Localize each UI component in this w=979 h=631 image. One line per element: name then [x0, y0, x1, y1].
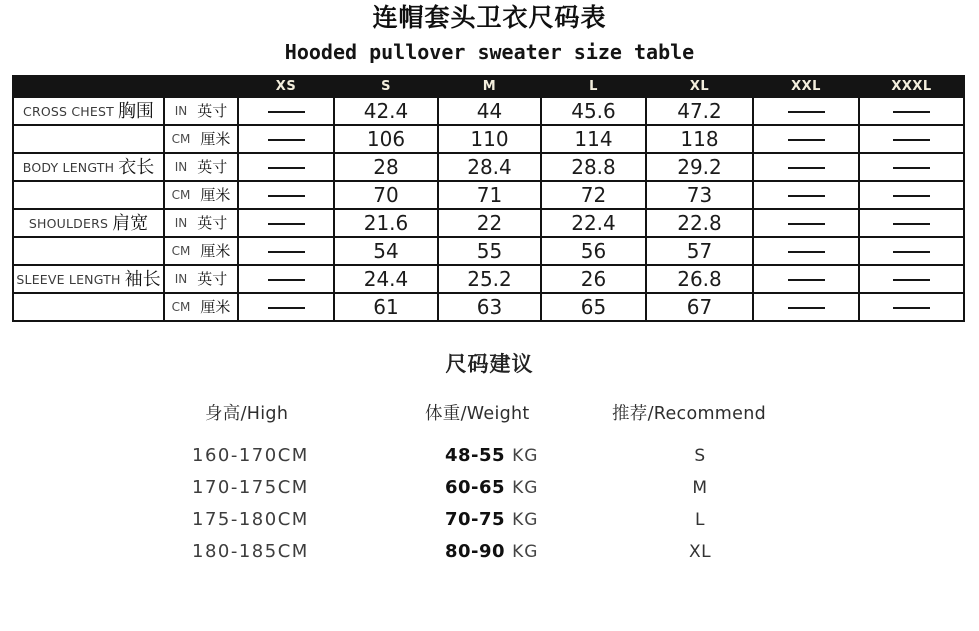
unit-cell [164, 209, 238, 237]
measure-label-cell [13, 125, 164, 153]
measure-label-cell [13, 265, 164, 293]
size-value-cell [541, 293, 646, 321]
empty-dash [893, 307, 930, 309]
size-value-cell [238, 265, 334, 293]
empty-dash [893, 279, 930, 281]
unit-zh: 英寸 [197, 214, 228, 232]
size-value: 22.8 [677, 210, 722, 235]
size-col-header [334, 76, 438, 97]
size-table-row [13, 293, 964, 321]
unit-zh: 厘米 [200, 186, 231, 204]
empty-dash [893, 195, 930, 197]
unit-en: IN [174, 216, 188, 230]
weight-unit: KG [512, 542, 539, 562]
empty-dash [268, 195, 305, 197]
size-value-cell [238, 97, 334, 125]
size-value: 54 [373, 238, 399, 263]
empty-dash [268, 111, 305, 113]
size-value-cell [646, 181, 753, 209]
size-value: 28.8 [571, 154, 616, 179]
empty-dash [893, 111, 930, 113]
size-value-cell [238, 209, 334, 237]
size-value-cell [859, 237, 964, 265]
size-value: 28.4 [467, 154, 512, 179]
empty-dash [268, 279, 305, 281]
size-value: 45.6 [571, 98, 616, 123]
size-value-cell [753, 125, 859, 153]
size-value-cell [438, 125, 541, 153]
size-col-label: L [589, 79, 598, 94]
size-col-label: XS [275, 79, 297, 94]
size-col-label: XXXL [891, 79, 932, 94]
size-value-cell [238, 181, 334, 209]
measure-label-cell [13, 181, 164, 209]
advice-col-header-height: 身高/High [205, 404, 289, 424]
size-value-cell [541, 153, 646, 181]
size-value-cell [438, 265, 541, 293]
size-value-cell [646, 293, 753, 321]
size-value: 57 [686, 238, 713, 263]
size-value-cell [334, 181, 438, 209]
size-value-cell [438, 97, 541, 125]
size-table-body [13, 97, 964, 321]
size-value-cell [541, 209, 646, 237]
measure-label-cell [13, 293, 164, 321]
size-value: 71 [476, 182, 503, 207]
unit-zh: 英寸 [197, 158, 228, 176]
size-value: 28 [373, 154, 399, 179]
size-col-label: XL [689, 79, 710, 94]
unit-cell [164, 153, 238, 181]
advice-row [0, 472, 979, 504]
empty-dash [268, 139, 305, 141]
empty-dash [788, 279, 825, 281]
size-value-cell [438, 293, 541, 321]
unit-en: IN [174, 104, 188, 118]
empty-dash [893, 167, 930, 169]
weight-value: 80-90 [445, 541, 506, 562]
size-value: 61 [373, 294, 399, 319]
size-value: 72 [580, 182, 607, 207]
size-col-header [646, 76, 753, 97]
size-value-cell [334, 125, 438, 153]
size-value: 73 [686, 182, 713, 207]
advice-row [0, 440, 979, 472]
weight-range [445, 472, 538, 504]
size-table-header-row [13, 76, 964, 97]
unit-cell [164, 237, 238, 265]
empty-dash [788, 307, 825, 309]
unit-cell [164, 293, 238, 321]
size-value-cell [646, 97, 753, 125]
size-table-row [13, 265, 964, 293]
advice-row [0, 536, 979, 568]
empty-dash [788, 111, 825, 113]
page-title-zh: 连帽套头卫衣尺码表 [372, 3, 607, 32]
size-value: 42.4 [363, 98, 409, 123]
size-value-cell [859, 181, 964, 209]
advice-col-header-recommend: 推荐/Recommend [612, 404, 767, 424]
size-value-cell [753, 153, 859, 181]
size-value-cell [859, 265, 964, 293]
unit-cell [164, 125, 238, 153]
empty-dash [788, 167, 825, 169]
size-table-row [13, 97, 964, 125]
advice-row [0, 504, 979, 536]
advice-col-header-weight: 体重/Weight [425, 404, 530, 424]
weight-range [445, 440, 538, 472]
weight-range [445, 504, 538, 536]
size-value: 65 [580, 294, 607, 319]
size-value: 106 [366, 126, 406, 151]
empty-dash [268, 251, 305, 253]
unit-en: CM [171, 132, 191, 146]
weight-value: 60-65 [445, 477, 506, 498]
size-col-header [238, 76, 334, 97]
size-value-cell [859, 293, 964, 321]
size-value-cell [859, 125, 964, 153]
size-value-cell [646, 265, 753, 293]
size-value: 22.4 [571, 210, 616, 235]
size-value: 55 [476, 238, 503, 263]
measure-label-en: SLEEVE LENGTH [16, 272, 121, 287]
weight-unit: KG [512, 510, 539, 530]
measure-label-zh: 袖长 [124, 269, 161, 290]
size-value: 25.2 [467, 266, 512, 291]
recommended-size: M [692, 478, 708, 498]
unit-zh: 英寸 [197, 102, 228, 120]
size-value-cell [541, 97, 646, 125]
measure-label-cell [13, 153, 164, 181]
empty-dash [893, 223, 930, 225]
size-col-label: XXL [791, 79, 821, 94]
size-value: 26 [580, 266, 607, 291]
size-value-cell [334, 265, 438, 293]
measure-label-cell [13, 209, 164, 237]
measure-label-zh: 胸围 [117, 101, 154, 122]
unit-zh: 英寸 [197, 270, 228, 288]
size-value: 63 [476, 294, 503, 319]
measure-label-cell [13, 97, 164, 125]
size-value-cell [753, 181, 859, 209]
size-table-row [13, 181, 964, 209]
measure-label-en: BODY LENGTH [22, 160, 115, 175]
size-value-cell [859, 209, 964, 237]
size-value-cell [438, 153, 541, 181]
unit-en: CM [171, 244, 191, 258]
recommended-size: S [694, 446, 706, 466]
empty-dash [788, 251, 825, 253]
unit-en: CM [171, 300, 191, 314]
weight-value: 70-75 [445, 509, 506, 530]
size-value-cell [646, 153, 753, 181]
unit-cell [164, 181, 238, 209]
weight-value: 48-55 [445, 445, 506, 466]
size-col-header [753, 76, 859, 97]
size-col-header [541, 76, 646, 97]
size-value: 47.2 [677, 98, 722, 123]
size-col-header [438, 76, 541, 97]
size-table-row [13, 209, 964, 237]
size-value-cell [238, 153, 334, 181]
empty-dash [788, 223, 825, 225]
empty-dash [893, 251, 930, 253]
unit-cell [164, 265, 238, 293]
size-value-cell [334, 293, 438, 321]
unit-en: IN [174, 272, 188, 286]
unit-en: CM [171, 188, 191, 202]
empty-dash [268, 307, 305, 309]
unit-zh: 厘米 [200, 242, 231, 260]
size-value-cell [541, 265, 646, 293]
size-table-row [13, 237, 964, 265]
weight-range [445, 536, 538, 568]
size-value-cell [541, 125, 646, 153]
empty-dash [788, 195, 825, 197]
measure-label-en: SHOULDERS [28, 216, 109, 231]
empty-dash [893, 139, 930, 141]
measure-label-cell [13, 237, 164, 265]
size-value-cell [753, 237, 859, 265]
unit-en: IN [174, 160, 188, 174]
empty-dash [268, 223, 305, 225]
size-value-cell [753, 293, 859, 321]
height-range: 175-180CM [192, 509, 309, 530]
size-value-cell [753, 265, 859, 293]
empty-dash [268, 167, 305, 169]
size-value-cell [438, 209, 541, 237]
size-table-header-corner [13, 76, 238, 97]
unit-cell [164, 97, 238, 125]
unit-zh: 厘米 [200, 298, 231, 316]
size-table [12, 75, 965, 322]
weight-unit: KG [512, 446, 539, 466]
size-table-row [13, 125, 964, 153]
size-value-cell [753, 209, 859, 237]
measure-label-zh: 衣长 [118, 157, 155, 178]
size-value-cell [859, 153, 964, 181]
size-value: 114 [574, 126, 613, 151]
unit-zh: 厘米 [200, 130, 231, 148]
size-value-cell [541, 181, 646, 209]
size-value: 26.8 [677, 266, 722, 291]
size-value: 44 [476, 98, 503, 123]
weight-unit: KG [512, 478, 539, 498]
size-value: 22 [476, 210, 503, 235]
size-value-cell [238, 293, 334, 321]
size-value: 21.6 [363, 210, 409, 235]
size-value-cell [438, 237, 541, 265]
size-value: 29.2 [677, 154, 722, 179]
size-value-cell [753, 97, 859, 125]
size-value: 56 [580, 238, 607, 263]
advice-section-title: 尺码建议 [445, 352, 534, 376]
size-value-cell [238, 125, 334, 153]
size-value: 24.4 [363, 266, 409, 291]
size-value: 70 [373, 182, 399, 207]
recommended-size: L [695, 510, 705, 530]
height-range: 180-185CM [192, 541, 309, 562]
size-value-cell [334, 97, 438, 125]
size-value-cell [238, 237, 334, 265]
measure-label-zh: 肩宽 [112, 213, 149, 234]
measure-label-en: CROSS CHEST [23, 104, 114, 119]
page-title-en: Hooded pullover sweater size table [284, 40, 695, 64]
size-col-header [859, 76, 964, 97]
height-range: 160-170CM [192, 445, 309, 466]
size-value: 67 [686, 294, 713, 319]
size-value-cell [541, 237, 646, 265]
empty-dash [788, 139, 825, 141]
advice-rows [0, 440, 979, 568]
size-value-cell [438, 181, 541, 209]
size-value: 118 [680, 126, 719, 151]
size-value-cell [334, 153, 438, 181]
size-value-cell [859, 97, 964, 125]
size-value-cell [334, 237, 438, 265]
height-range: 170-175CM [192, 477, 309, 498]
size-col-label: S [381, 79, 391, 94]
size-value-cell [646, 237, 753, 265]
size-value-cell [646, 125, 753, 153]
size-col-label: M [482, 79, 497, 94]
size-value-cell [334, 209, 438, 237]
recommended-size: XL [688, 542, 712, 562]
size-table-row [13, 153, 964, 181]
size-value-cell [646, 209, 753, 237]
size-value: 110 [470, 126, 509, 151]
